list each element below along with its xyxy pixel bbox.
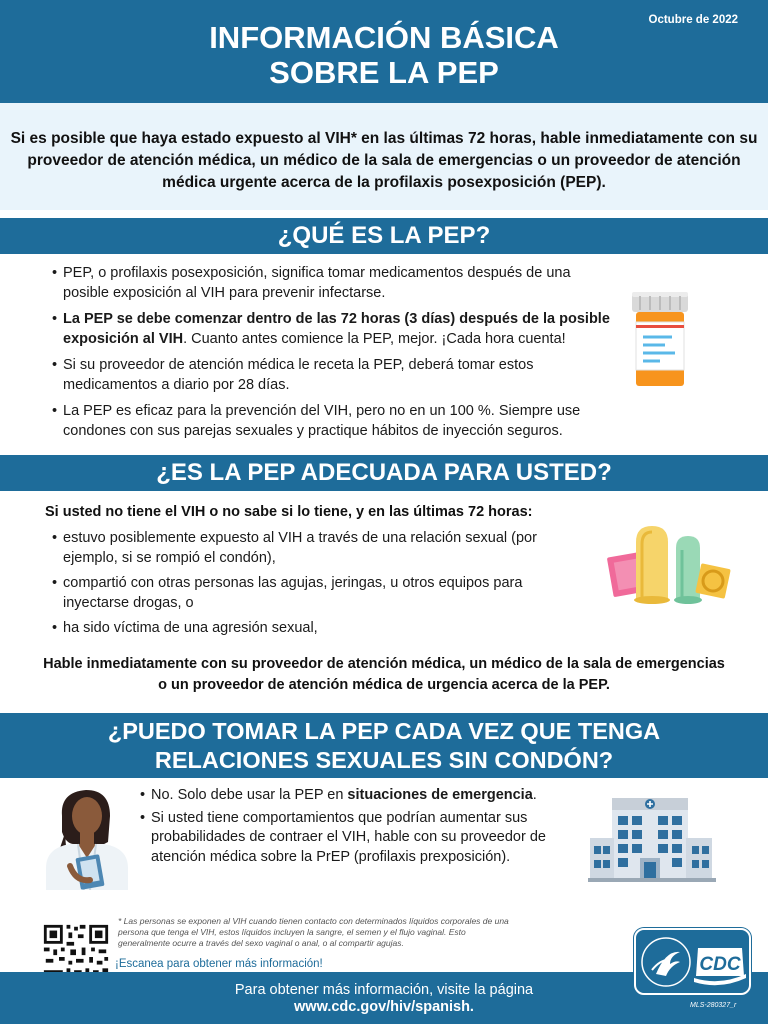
heading-line-1: ¿PUEDO TOMAR LA PEP CADA VEZ QUE TENGA [107,718,661,744]
intro-text: Si es posible que haya estado expuesto al VIH* en las últimas 72 horas, hable inmediatamente con su proveedor de atención médica, un médico de la sala de emergencias o un proveedor de atención médica urgente acerca de la profilaxis posexposición (PEP). [10,130,758,191]
doctor-icon [40,786,136,890]
footnote-text: * Las personas se exponen al VIH cuando tienen contacto con determinados líquidos corporales de una persona que tenga el VIH, estos líquidos incluyen la sangre, el semen y el flujo vaginal. Esto generalmente ocurre a través del sexo vaginal o anal, o al compartir agujas. [118,916,509,948]
condoms-icon [606,520,734,606]
pep-usage-list [140,786,570,870]
bold-text: situaciones de emergencia [347,787,533,803]
heading-line-2: RELACIONES SEXUALES SIN CONDÓN? [154,747,614,773]
list-item: • Si su proveedor de atención médica le receta la PEP, deberá tomar estos medicamentos a diario por 28 días. [52,356,612,395]
title-line-2: SOBRE LA PEP [269,55,499,90]
title-line-1: INFORMACIÓN BÁSICA [209,20,559,55]
cdc-logo-text: CDC [699,954,741,975]
list-item: • ha sido víctima de una agresión sexual, [52,619,552,639]
section-heading-what-is-pep: ¿QUÉ ES LA PEP? [0,218,768,254]
section-heading-can-i-take-pep [0,713,768,778]
list-item-text: No. Solo debe usar la PEP en [151,787,348,803]
date-label: Octubre de 2022 [648,14,738,26]
document-code: MLS-280327_r [690,1002,737,1009]
list-item [52,310,612,349]
exposure-list [52,529,552,645]
list-item: • Si usted tiene comportamientos que podrían aumentar sus probabilidades de contraer el VIH, hable con su proveedor de atención médica sobre la PrEP (profilaxis prexposición). [140,809,570,868]
section-lead-text: Si usted no tiene el VIH o no sabe si lo tiene, y en las últimas 72 horas: [45,504,533,520]
hospital-icon [588,796,716,882]
section-heading-is-pep-right: ¿ES LA PEP ADECUADA PARA USTED? [0,455,768,491]
list-item-text: . Cuanto antes comience la PEP, mejor. ¡Cada hora cuenta! [183,330,566,347]
list-item: • estuvo posiblemente expuesto al VIH a través de una relación sexual (por ejemplo, si se rompió el condón), [52,529,552,568]
list-item [140,786,570,806]
list-item: • compartió con otras personas las agujas, jeringas, u otros equipos para inyectarse drogas, o [52,574,552,613]
bold-text: La PEP se debe comenzar dentro de las 72 horas (3 días) después de la posible exposición al VIH [63,311,610,347]
footer-info-text: Para obtener más información, visite la página [234,982,534,998]
hhs-eagle-icon [636,930,749,993]
list-item: • La PEP es eficaz para la prevención del VIH, pero no en un 100 %. Siempre use condones con sus parejas sexuales y practique hábitos de inyección seguros. [52,402,612,441]
scan-qr-link[interactable]: ¡Escanea para obtener más información! [115,958,323,970]
pill-bottle-icon [630,290,692,390]
call-to-action [20,654,748,696]
cdc-logo [634,928,751,995]
list-item: • PEP, o profilaxis posexposición, significa tomar medicamentos después de una posible exposición al VIH para prevenir infectarse. [52,264,612,303]
list-item-text: . [532,787,537,803]
call-line-1: Hable inmediatamente con su proveedor de atención médica, un médico de la sala de emergencias [43,656,725,672]
what-is-pep-list [52,264,612,448]
call-line-2: o un proveedor de atención médica de urgencia acerca de la PEP. [158,677,610,693]
page-title [0,20,768,90]
footer-url-link[interactable]: www.cdc.gov/hiv/spanish. [294,999,474,1015]
